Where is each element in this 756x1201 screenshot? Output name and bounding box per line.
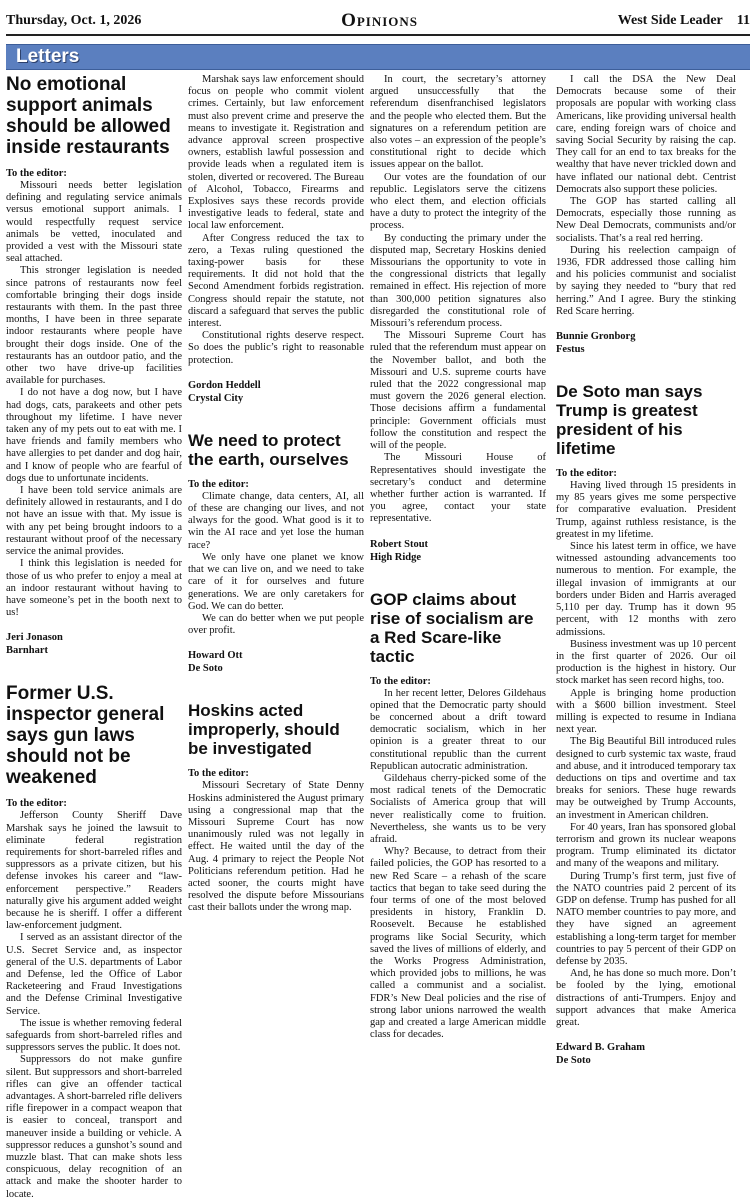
- letter-signature: [556, 1041, 736, 1067]
- author-city: De Soto: [188, 663, 223, 675]
- letter-paragraph: For 40 years, Iran has sponsored global terrorism and grown its nuclear weapons program. Trump eliminated its dictator and many of the weapons and military.: [556, 821, 736, 870]
- letter-paragraph: I do not have a dog now, but I have had dogs, cats, parakeets and other pets throughout my lifetime. I have never taken any of my pets out to eat with me. I have friends and family members who have allergies to pet dander and dog hair, and I know of people who are fearful of dogs due to unfortunate incidents.: [6, 387, 182, 484]
- author-city: Barnhart: [6, 645, 48, 657]
- letter-paragraph: Why? Because, to detract from their failed policies, the GOP has resorted to a new Red Scare – a rehash of the scare tactics that began to take seed during the four terms of one of the most beloved presidents in history, Franklin D. Roosevelt. Because he established programs like Social Security, which saved the lives of millions of elderly, and the Works Progress Administration, which provided jobs to millions, he was called a communist and a socialist. FDR’s New Deal policies and the rise of strong labor unions narrowed the wealth gap and created a large American middle class for decades.: [370, 846, 546, 1041]
- letter-emotional-support-animals: [6, 74, 182, 657]
- author-name: Robert Stout: [370, 538, 429, 550]
- letter-signature: [6, 631, 182, 657]
- letter-paragraph: Climate change, data centers, AI, all of these are changing our lives, and not always for the good. What good is it to win the AI race and yet lose the human race?: [188, 490, 364, 551]
- salutation: To the editor:: [6, 168, 67, 179]
- column-1: [6, 74, 182, 1200]
- column-3: [370, 74, 546, 1041]
- paper-name: West Side Leader: [617, 13, 723, 28]
- author-city: High Ridge: [370, 551, 422, 563]
- letter-signature: [370, 538, 546, 564]
- salutation: To the editor:: [188, 768, 249, 780]
- letters-banner: [6, 44, 750, 70]
- letter-paragraph: We can do better when we put people over profit.: [188, 612, 364, 637]
- author-name: Gordon Heddell: [188, 379, 261, 391]
- letter-paragraph: After Congress reduced the tax to zero, a Texas ruling questioned the taxing-power basis for these requirements. It did not hold that the Second Amendment forbids registration. Congress should repair the statute, not discard a safeguard that serves the public interest.: [188, 232, 364, 330]
- letter-paragraph: The issue is whether removing federal safeguards from short-barreled rifles and suppressors serves the public. It does not.: [6, 1017, 182, 1054]
- letter-paragraph: Marshak says law enforcement should focus on people who commit violent crimes. Certainly, but law enforcement must also prevent crime and preserve the means to investigate it. Registration and advance approval screen prospective owners, establish lawful possession and provide leads when a regulated item is stolen, diverted or recovered. The Bureau of Alcohol, Tobacco, Firearms and Explosives says these records provide investigative leads to federal, state and local law enforcement.: [188, 74, 364, 232]
- letter-headline: De Soto man says Trump is greatest president of his lifetime: [556, 382, 703, 459]
- letter-paragraph: We only have one planet we know that we can live on, and we need to take care of it for ourselves and future generations. We are only caretakers for God. We can do better.: [188, 551, 364, 612]
- letter-paragraph: Since his latest term in office, we have witnessed astounding advancements too numerous to mention. For example, the illegal invasion of immigrants at our borders under Biden and Harris averaged 5,110 per day. Trump has it down 95 percent, with 12 months with zero admissions.: [556, 541, 736, 638]
- letter-paragraph: During Trump’s first term, just five of the NATO countries paid 2 percent of its GDP on defense. Trump has pushed for all NATO member countries to pay more, and they have signed an agreement establishing a long-term target for member countries to pay 5 percent of their GDP on defense by 2035.: [556, 870, 736, 967]
- letter-hoskins: [188, 701, 364, 914]
- letter-red-scare: [370, 590, 546, 1042]
- letter-trump-greatest: [556, 382, 736, 1067]
- letter-paragraph: Having lived through 15 presidents in my 85 years gives me some perspective for comparative evaluation. President Trump, against ruthless resistance, is the greatest in my lifetime.: [556, 480, 736, 540]
- letter-gun-laws: [6, 683, 182, 1201]
- letter-paragraph: Missouri Secretary of State Denny Hoskins administered the August primary using a congressional map that the Missouri Supreme Court has now unanimously ruled was not legally in effect. He waited until the day of the Aug. 4 primary to reject the People Not Politicians referendum petition. Had he acted sooner, the courts might have resolved the dispute before Missourians cast their ballots under the wrong map.: [188, 780, 364, 914]
- letter-paragraph: Apple is bringing home production with a $600 billion investment. Steel milling is expected to resume in Indiana next year.: [556, 687, 736, 736]
- author-name: Howard Ott: [188, 650, 243, 662]
- letter-paragraph: This stronger legislation is needed since patrons of restaurants now feel comfortable bringing their dogs inside restaurants with them. In the past three months, I have been in three separate indoor restaurants where people have brought their dogs inside. One of the restaurants has an outdoor patio, and the other two have drive-up facilities available for purchases.: [6, 265, 182, 387]
- letter-paragraph: Gildehaus cherry-picked some of the most radical tenets of the Democratic Socialists of America group that will never realistically come to fruition. Nevertheless, she wants us to be very afraid.: [370, 772, 546, 845]
- paper-info: [618, 13, 750, 29]
- letter-paragraph: The GOP has started calling all Democrats, especially those running as New Deal Democrats, communists and/or socialists. That’s a real red herring.: [556, 196, 736, 244]
- salutation: To the editor:: [188, 478, 249, 490]
- letter-paragraph: The Missouri House of Representatives should investigate the secretary’s conduct and determine whether further action is warranted. If you agree, contact your state representative.: [370, 452, 546, 525]
- letter-paragraph: I call the DSA the New Deal Democrats because some of their proposals are popular with working class Americans, like providing universal health care, ending foreign wars of choice and saving Social Security by raising the cap. They call for an end to tax breaks for the wealthy that have never trickled down and have inflated our national debt. Centrist Democrats also support these policies.: [556, 74, 736, 195]
- salutation: To the editor:: [6, 798, 67, 810]
- letter-paragraph: Jefferson County Sheriff Dave Marshak says he joined the lawsuit to eliminate federal registration requirements for short-barreled rifles and suppressors as a private citizen, but his defense invokes his career and “law-enforcement perspective.” Readers naturally give his argument added weight because he is sheriff. I offer a different law-enforcement judgment.: [6, 810, 182, 932]
- letter-headline: We need to protect the earth, ourselves: [188, 430, 349, 469]
- letter-paragraph: In her recent letter, Delores Gildehaus opined that the Democratic party should be concerned about a drift toward democratic socialism, which in her opinion is a greater threat to our constitutional republic than the current Republican autocratic administration.: [370, 687, 546, 772]
- letter-paragraph: I have been told service animals are definitely allowed in restaurants, and I do not have an issue with that. My issue is with any pet being brought indoors to a restaurant without proof of the necessary service the animal provides.: [6, 485, 182, 558]
- section-title: Opinions: [341, 10, 419, 31]
- author-name: Bunnie Gronborg: [556, 331, 636, 343]
- salutation: To the editor:: [556, 468, 617, 480]
- letter-paragraph: By conducting the primary under the disputed map, Secretary Hoskins denied Missourians the opportunity to vote in the congressional districts that legally remained in effect. His rejection of more than 300,000 petition signatures also disregarded the constitutional role of Missouri’s referendum process.: [370, 232, 546, 330]
- salutation: To the editor:: [370, 675, 431, 687]
- letter-protect-earth: [188, 431, 364, 675]
- letter-paragraph: And, he has done so much more. Don’t be fooled by the lying, emotional distractions of anti-Trumpers. Enjoy and support advances that make America great.: [556, 968, 736, 1028]
- column-2: [188, 74, 364, 979]
- letter-paragraph: Suppressors do not make gunfire silent. But suppressors and short-barreled rifles can give an offender tactical advantages. A short-barreled rifle delivers rifle firepower in a compact weapon that is easier to conceal, transport and maneuver inside a building or vehicle. A suppressor reduces a gunshot’s sound and muzzle blast. That can make shots less conspicuous, delay recognition of an attack and make the shooter harder to locate.: [6, 1054, 182, 1200]
- letter-paragraph: Our votes are the foundation of our republic. Legislators serve the citizens who elect them, and election officials have a duty to protect the integrity of the process.: [370, 171, 546, 232]
- author-name: Jeri Jonason: [6, 632, 63, 644]
- letter-paragraph: I think this legislation is needed for those of us who prefer to enjoy a meal at an indoor restaurant without having to have someone’s pet in the booth next to us!: [6, 558, 182, 619]
- issue-date: Thursday, Oct. 1, 2026: [6, 13, 142, 28]
- letter-headline: Hoskins acted improperly, should be investigated: [188, 701, 340, 759]
- author-city: De Soto: [556, 1055, 591, 1067]
- author-city: Festus: [556, 344, 585, 356]
- letters-banner-label: Letters: [16, 46, 80, 67]
- author-name: Edward B. Graham: [556, 1042, 645, 1054]
- letter-paragraph: Business investment was up 10 percent in the first quarter of 2026. Our oil production is the highest in history. Our stock market has seen record highs, too.: [556, 638, 736, 687]
- letter-paragraph: The Big Beautiful Bill introduced rules designed to curb systemic tax waste, fraud and abuse, and it introduced temporary tax deductions on tips and overtime and tax breaks for seniors. These huge rewards may be outweighed by Trump Accounts, an investment in American children.: [556, 736, 736, 821]
- page-number: 11: [736, 13, 750, 28]
- letter-paragraph: Constitutional rights deserve respect. So does the public’s right to reasonable protection.: [188, 330, 364, 366]
- letter-paragraph: The Missouri Supreme Court has ruled that the referendum must appear on the November ballot, and both the Missouri and U.S. supreme courts have ruled that the 2022 congressional map must govern the 2026 general election. Those decisions affirm a fundamental principle: Government officials must follow the constitution and respect the will of the people.: [370, 330, 546, 452]
- letter-paragraph: I served as an assistant director of the U.S. Secret Service and, as inspector general of the U.S. departments of Labor and Defense, led the Office of Labor Racketeering and Fraud Investigations and the Defense Criminal Investigative Service.: [6, 932, 182, 1017]
- letter-paragraph: In court, the secretary’s attorney argued unsuccessfully that the referendum disenfranchised legislators and the people who elected them. But the signatures on a referendum petition are also votes – an expression of the people’s constitutional right to decide which issues appear on the ballot.: [370, 74, 546, 171]
- column-4: [556, 74, 736, 1067]
- letter-headline: GOP claims about rise of socialism are a Red Scare-like tactic: [370, 589, 534, 666]
- page-header: [6, 8, 750, 36]
- letter-headline: No emotional support animals should be allowed inside restaurants: [6, 74, 171, 158]
- letter-signature: [188, 379, 364, 405]
- letter-paragraph: During his reelection campaign of 1936, FDR addressed those calling him and his policies communist and socialist by saying they needed to “bury that red herring.” And I agree. Bury the stinking Red Scare herring.: [556, 244, 736, 317]
- letter-paragraph: Missouri needs better legislation defining and regulating service animals versus emotional support animals. I would respectfully request service animals be vetted, inoculated and provided a vest with the Missouri state seal attached.: [6, 180, 182, 265]
- author-city: Crystal City: [188, 392, 244, 404]
- letter-signature: [188, 649, 364, 675]
- letter-headline: Former U.S. inspector general says gun laws should not be weakened: [6, 683, 165, 789]
- letter-signature: [556, 330, 736, 356]
